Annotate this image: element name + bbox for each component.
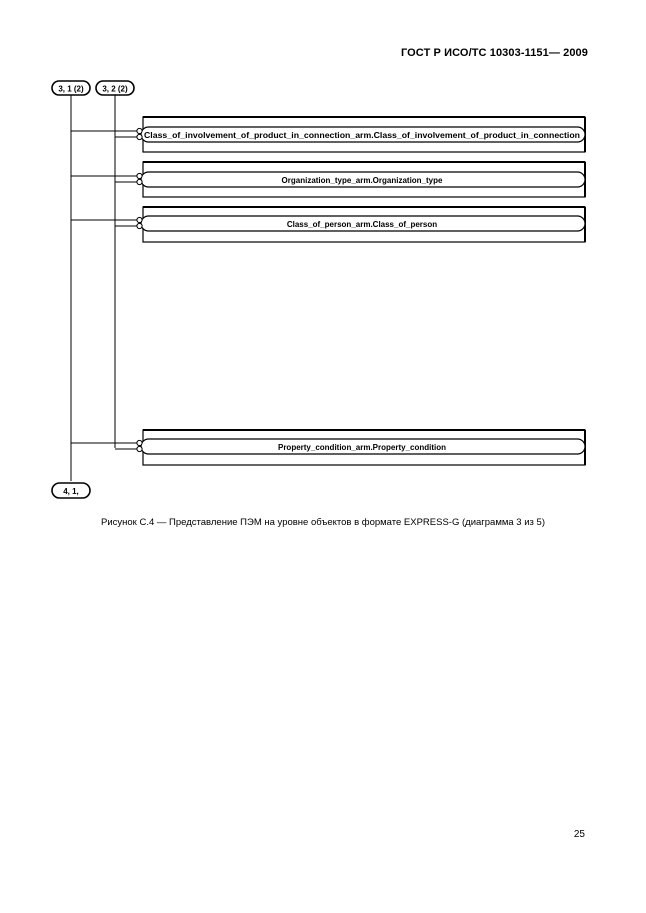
entity-label-class-of-involvement: Class_of_involvement_of_product_in_connection_arm.Class_of_involvement_of_product_in_connection <box>144 131 581 140</box>
page-number: 25 <box>573 829 585 840</box>
entity-class-of-involvement <box>137 117 585 152</box>
relationship-end-circle <box>137 128 142 133</box>
page-ref-bottom <box>52 483 90 498</box>
entity-label-property-condition: Property_condition_arm.Property_condition <box>277 443 447 452</box>
page-ref-top-2 <box>96 81 134 95</box>
page-ref-top-2-label: 3, 2 (2) <box>102 84 128 94</box>
entity-class-of-person <box>137 207 585 242</box>
relationship-end-circle <box>137 223 142 228</box>
entity-organization-type <box>137 162 585 197</box>
relationship-end-circle <box>137 440 142 445</box>
document-standard-header: ГОСТ Р ИСО/ТС 10303-1151— 2009 <box>400 47 588 59</box>
page-ref-top-1-label: 3, 1 (2) <box>58 84 84 94</box>
page-ref-bottom-label: 4, 1, <box>63 487 79 496</box>
relationship-lines <box>71 131 137 449</box>
relationship-end-circle <box>137 134 142 139</box>
entity-property-condition <box>137 430 585 465</box>
relationship-end-circle <box>137 179 142 184</box>
figure-caption: Рисунок С.4 — Представление ПЭМ на уровне объектов в формате EXPRESS-G (диаграмма 3 из 5) <box>101 517 545 528</box>
entity-label-organization-type: Organization_type_arm.Organization_type <box>281 176 443 185</box>
relationship-end-circle <box>137 217 142 222</box>
entity-label-class-of-person: Class_of_person_arm.Class_of_person <box>286 220 438 229</box>
page-ref-top-1 <box>52 81 90 95</box>
relationship-end-circle <box>137 446 142 451</box>
relationship-end-circle <box>137 173 142 178</box>
